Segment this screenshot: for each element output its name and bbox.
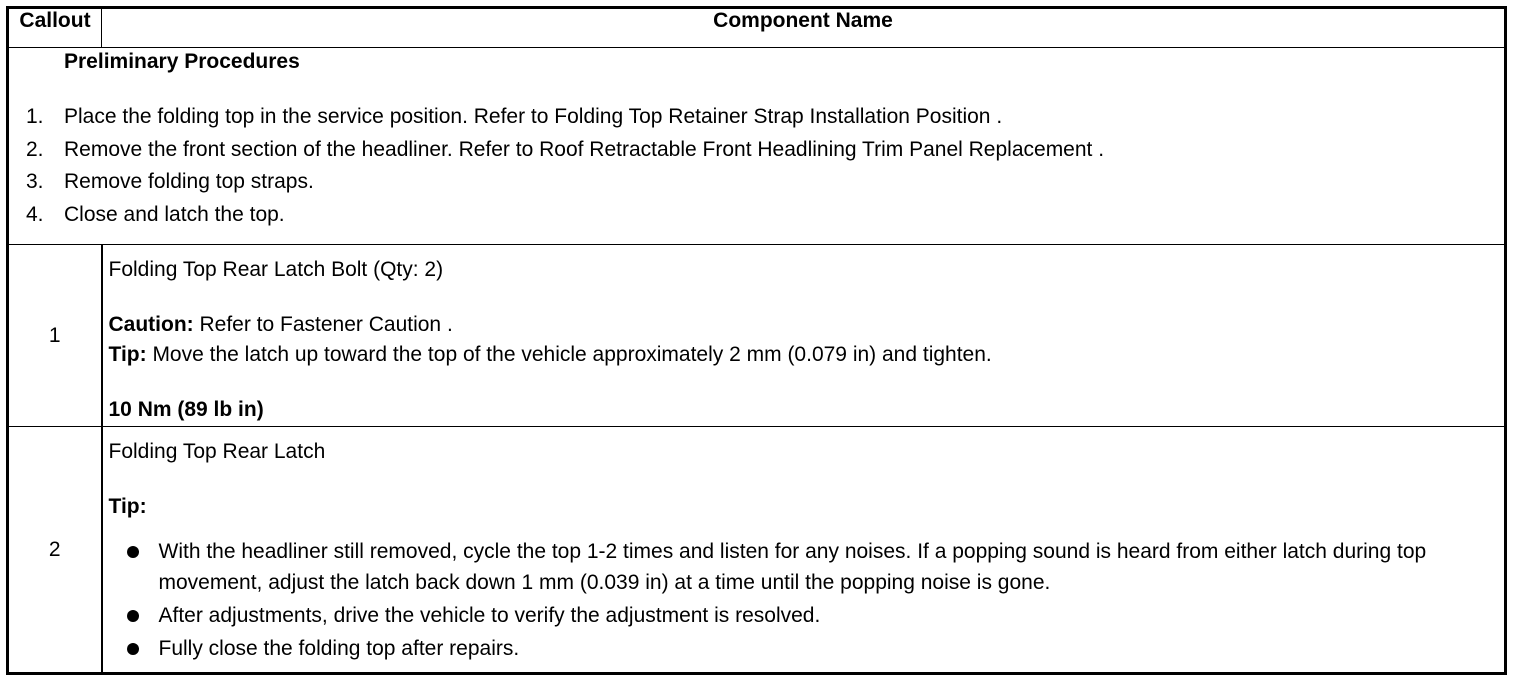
step-number: 3. <box>26 170 44 193</box>
bullet-text: After adjustments, drive the vehicle to verify the adjustment is resolved. <box>158 604 821 627</box>
tip-label: Tip: <box>108 343 147 366</box>
preliminary-step <box>9 134 1504 167</box>
preliminary-cell <box>8 48 1506 245</box>
component-cell <box>102 245 1506 427</box>
caution-line <box>109 310 1505 340</box>
header-component-name: Component Name <box>102 8 1506 48</box>
procedure-table <box>6 6 1507 675</box>
tip-label: Tip: <box>108 495 147 518</box>
component-cell <box>102 427 1506 674</box>
bullet-text: With the headliner still removed, cycle the top 1-2 times and listen for any noises. If a popping sound is heard from either latch during top movement, adjust the latch back down 1 mm (0.039 in) at a time until the popping noise is gone. <box>158 540 1427 594</box>
bullet-text: Fully close the folding top after repairs. <box>158 637 520 660</box>
step-text: Remove the front section of the headliner. Refer to Roof Retractable Front Headlining Trim Panel Replacement . <box>64 137 1105 161</box>
preliminary-row <box>8 48 1506 245</box>
step-number: 2. <box>26 137 44 161</box>
tip-line <box>109 340 1505 370</box>
header-callout: Callout <box>8 8 102 48</box>
preliminary-steps <box>9 101 1504 231</box>
caution-label: Caution: <box>108 313 194 336</box>
preliminary-step <box>9 101 1504 134</box>
step-number: 4. <box>26 202 44 226</box>
callout-number: 1 <box>8 245 102 427</box>
bullet-icon <box>127 643 139 655</box>
callout-number: 2 <box>8 427 102 674</box>
table-header-row <box>8 8 1506 48</box>
table-row <box>8 427 1506 674</box>
step-text: Place the folding top in the service position. Refer to Folding Top Retainer Strap Installation Position . <box>64 105 1003 128</box>
caution-text: Refer to Fastener Caution . <box>193 313 453 336</box>
step-number: 1. <box>26 105 44 128</box>
preliminary-step <box>9 166 1504 199</box>
bullet-icon <box>127 610 139 622</box>
preliminary-title: Preliminary Procedures <box>64 50 300 73</box>
torque-spec: 10 Nm (89 lb in) <box>108 398 264 421</box>
list-item <box>109 536 1505 598</box>
step-text: Close and latch the top. <box>64 202 285 226</box>
table-row <box>8 245 1506 427</box>
step-text: Remove folding top straps. <box>64 170 314 193</box>
preliminary-step <box>9 199 1504 232</box>
component-name: Folding Top Rear Latch <box>108 440 326 463</box>
list-item <box>109 633 1505 664</box>
tip-bullet-list <box>109 536 1505 664</box>
component-name: Folding Top Rear Latch Bolt (Qty: 2) <box>108 258 444 281</box>
list-item <box>109 600 1505 631</box>
tip-text: Move the latch up toward the top of the vehicle approximately 2 mm (0.079 in) and tighten. <box>146 343 992 366</box>
bullet-icon <box>127 546 139 558</box>
